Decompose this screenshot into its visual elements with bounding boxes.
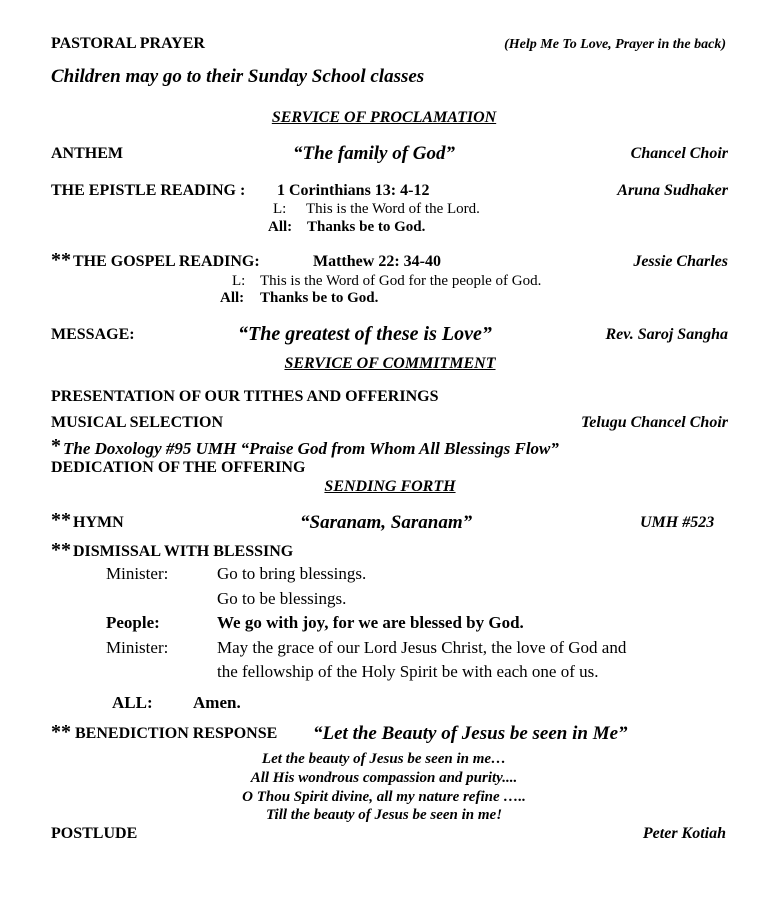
- hymn-stars: **: [51, 509, 71, 531]
- anthem-performer: Chancel Choir: [630, 145, 728, 162]
- benediction-lyric-4: Till the beauty of Jesus be seen in me!: [265, 807, 503, 823]
- sending-heading: SENDING FORTH: [324, 478, 456, 495]
- proclamation-heading: SERVICE OF PROCLAMATION: [271, 109, 497, 126]
- dismissal-line-3: We go with joy, for we are blessed by God.: [217, 613, 524, 632]
- doxology-text: The Doxology #95 UMH “Praise God from Whom All Blessings Flow”: [63, 439, 559, 458]
- pastoral-prayer-label: PASTORAL PRAYER: [51, 35, 205, 52]
- hymn-label: HYMN: [73, 514, 124, 531]
- anthem-title: “The family of God”: [293, 143, 456, 164]
- all-label: ALL:: [112, 693, 153, 712]
- dismissal-label: DISMISSAL WITH BLESSING: [73, 543, 294, 560]
- pastoral-prayer-note: (Help Me To Love, Prayer in the back): [504, 37, 726, 52]
- postlude-performer: Peter Kotiah: [642, 825, 726, 842]
- benediction-lyric-3: O Thou Spirit divine, all my nature refine …..: [242, 789, 526, 805]
- benediction-lyric-1: Let the beauty of Jesus be seen in me…: [261, 751, 507, 767]
- epistle-leader-label: L:: [273, 201, 287, 217]
- dismissal-line-1: Go to bring blessings.: [217, 564, 367, 583]
- dismissal-speaker-4: Minister:: [106, 638, 169, 657]
- epistle-all-label: All:: [268, 219, 293, 235]
- dismissal-line-2: Go to be blessings.: [217, 589, 347, 608]
- hymn-title: “Saranam, Saranam”: [300, 512, 473, 533]
- gospel-label: THE GOSPEL READING:: [73, 253, 260, 270]
- epistle-leader-text: This is the Word of the Lord.: [306, 201, 480, 217]
- gospel-reference: Matthew 22: 34-40: [313, 253, 441, 270]
- message-speaker: Rev. Saroj Sangha: [605, 326, 728, 343]
- benediction-title: “Let the Beauty of Jesus be seen in Me”: [313, 723, 628, 744]
- epistle-reference: 1 Corinthians 13: 4-12: [277, 182, 430, 199]
- commitment-heading: SERVICE OF COMMITMENT: [284, 355, 496, 372]
- epistle-all-text: Thanks be to God.: [307, 219, 426, 235]
- dismissal-speaker-1: Minister:: [106, 564, 169, 583]
- gospel-all-text: Thanks be to God.: [260, 290, 379, 306]
- dedication-label: DEDICATION OF THE OFFERING: [51, 459, 306, 476]
- dismissal-line-5: the fellowship of the Holy Spirit be with each one of us.: [217, 662, 599, 681]
- musical-selection-performer: Telugu Chancel Choir: [580, 414, 728, 431]
- doxology-star: *: [51, 435, 61, 457]
- benediction-lyric-2: All His wondrous compassion and purity....: [250, 770, 518, 786]
- musical-selection-label: MUSICAL SELECTION: [51, 414, 224, 431]
- dismissal-line-4: May the grace of our Lord Jesus Christ, the love of God and: [217, 638, 627, 657]
- dismissal-speaker-3: People:: [106, 613, 160, 632]
- postlude-label: POSTLUDE: [51, 825, 138, 842]
- epistle-reader: Aruna Sudhaker: [617, 182, 728, 199]
- presentation-label: PRESENTATION OF OUR TITHES AND OFFERINGS: [51, 388, 439, 405]
- anthem-label: ANTHEM: [51, 145, 123, 162]
- hymn-number: UMH #523: [640, 514, 715, 531]
- all-amen: Amen.: [193, 693, 241, 712]
- epistle-label: THE EPISTLE READING :: [51, 182, 246, 199]
- gospel-leader-label: L:: [232, 273, 246, 289]
- benediction-label: BENEDICTION RESPONSE: [75, 725, 278, 742]
- gospel-stars: **: [51, 249, 71, 271]
- children-note: Children may go to their Sunday School classes: [51, 66, 425, 87]
- dismissal-stars: **: [51, 539, 71, 561]
- message-title: “The greatest of these is Love”: [238, 323, 492, 345]
- gospel-all-label: All:: [220, 290, 245, 306]
- benediction-stars: **: [51, 721, 71, 743]
- gospel-leader-text: This is the Word of God for the people of God.: [260, 273, 542, 289]
- gospel-reader: Jessie Charles: [633, 253, 728, 270]
- message-label: MESSAGE:: [51, 326, 135, 343]
